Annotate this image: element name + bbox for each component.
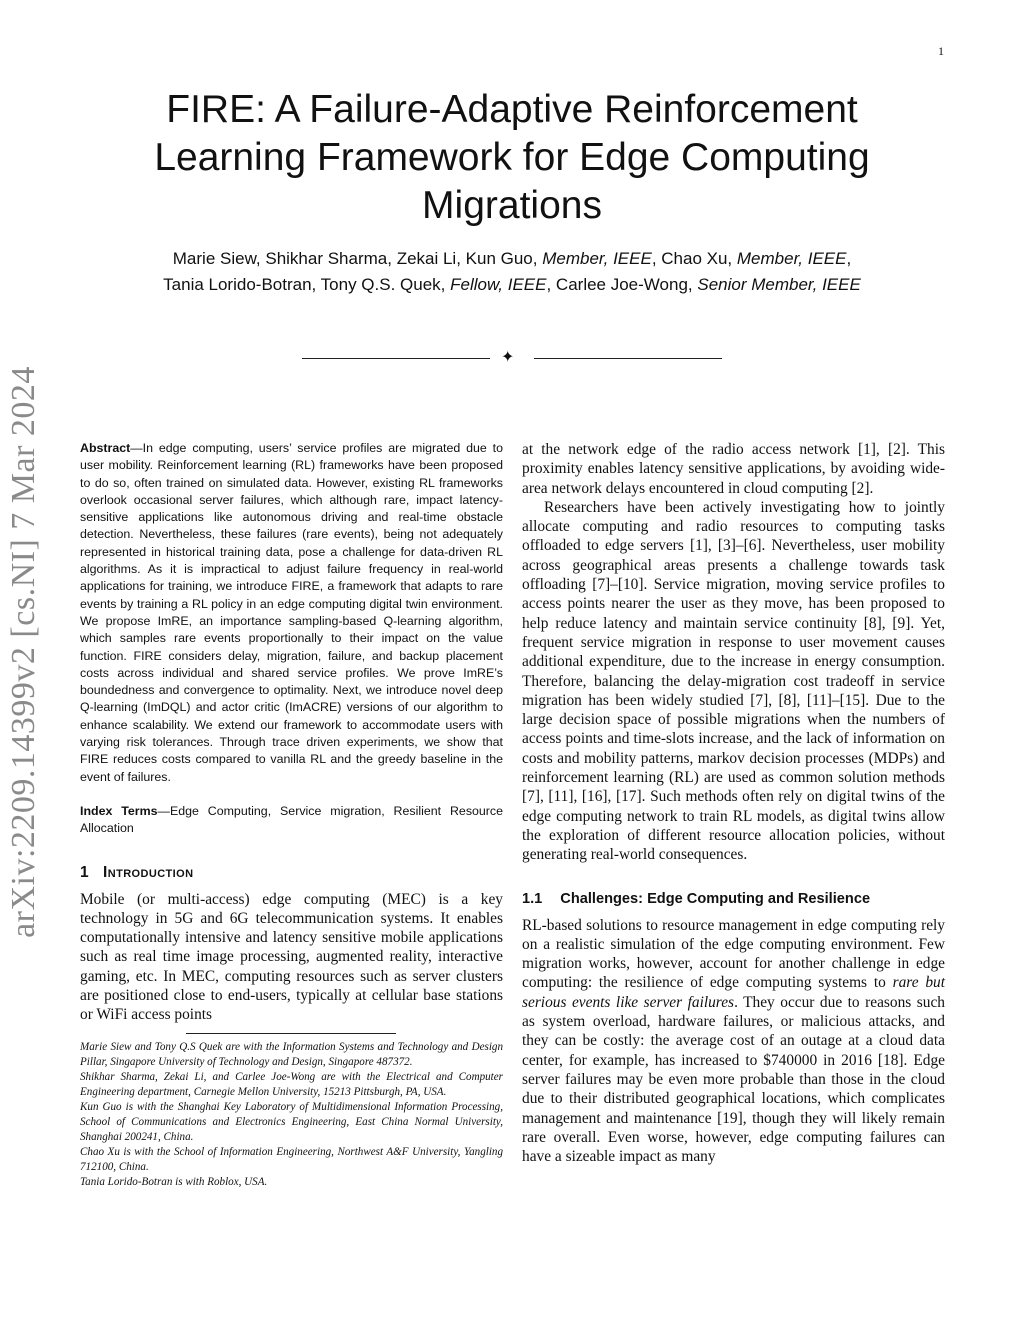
author-title: Fellow, IEEE — [450, 275, 547, 294]
author-sep: , — [846, 249, 852, 268]
subsection-title: Challenges: Edge Computing and Resilience — [560, 890, 871, 907]
intro-paragraph-1-continued: at the network edge of the radio access network [1], [2]. This proximity enables latency sensitive applications, by avoiding wide-area network delays encountered in cloud computing [2]. — [522, 441, 945, 497]
left-column — [80, 440, 503, 1190]
author-names-3: Tania Lorido-Botran, Tony Q.S. Quek, — [163, 275, 451, 294]
divider-rule-right — [534, 358, 722, 359]
footnote-affiliation-4: Chao Xu is with the School of Information Engineering, Northwest A&F University, Yangling 712100, China. — [80, 1145, 503, 1173]
author-names-1: Marie Siew, Shikhar Sharma, Zekai Li, Kun Guo, — [172, 249, 543, 268]
author-title: Member, IEEE — [736, 249, 847, 268]
intro-paragraph-1: Mobile (or multi-access) edge computing (MEC) is a key technology in 5G and 6G telecommunication systems. It enables computationally intensive and latency sensitive mobile applications such as real time image processing, augmented reality, interactive gaming, etc. In MEC, computing resources such as server clusters are positioned close to end-users, typically at cellular base stations or WiFi access points — [80, 890, 503, 1024]
abstract — [80, 440, 503, 786]
intro-paragraph-2: Researchers have been actively investigating how to jointly allocate computing and radio resources to computing tasks offloaded to edge servers [1], [3]–[6]. Nevertheless, user mobility across geographical areas presents a challenge towards task offloading [7]–[10]. Service migration, moving service profiles to access points nearer the user as they move, has been proposed to help reduce latency and maintain service continuity [8], [9]. Yet, frequent service migration in response to user movement causes additional expenditure, due to the increase in energy consumption. Therefore, balancing the delay-migration cost tradeoff in service migration has been widely studied [7], [8], [11]–[15]. Due to the large decision space of possible migrations when the numbers of access points and time-slots increase, and the lack of information on costs and mobility patterns, markov decision processes (MDPs) and reinforcement learning (RL) are used as common solution methods [7], [11], [16], [17]. Such methods often rely on digital twins of the edge computing network to train RL models, as digital twins allow the exploration of different resource allocation policies, without generating real-world consequences. — [522, 498, 945, 864]
footnote-affiliation-2: Shikhar Sharma, Zekai Li, and Carlee Joe-Wong are with the Electrical and Computer Engineering department, Carnegie Mellon University, 15213 Pittsburgh, PA, USA. — [80, 1070, 503, 1098]
footnote-affiliation-1: Marie Siew and Tony Q.S Quek are with the Information Systems and Technology and Design Pillar, Singapore University of Technology and Design, Singapore 487372. — [80, 1040, 503, 1068]
footnote-affiliation-3: Kun Guo is with the Shanghai Key Laboratory of Multidimensional Information Processing, School of Communications and Electronics Engineering, East China Normal University, Shanghai 200241, China. — [80, 1100, 503, 1143]
section-number: 1 — [80, 863, 90, 881]
index-terms — [80, 803, 503, 838]
page-number: 1 — [938, 44, 944, 58]
subsection-heading — [522, 891, 945, 907]
author-names-4: , Carlee Joe-Wong, — [546, 275, 698, 294]
divider-star-icon: ✦ — [501, 349, 515, 366]
challenges-emphasis: rare but serious events like server failures — [522, 974, 945, 1011]
abstract-text: —In edge computing, users’ service profiles are migrated due to user mobility. Reinforcement learning (RL) frameworks have been proposed to do so, often trained on simulated data. However, existing RL frameworks overlook occasional server failures, which although rare, impact latency-sensitive applications like autonomous driving and real-time obstacle detection. Nevertheless, these failures (rare events), being not adequately represented in historical training data, pose a challenge for data-driven RL algorithms. As it is impractical to adjust failure frequency in real-world applications for training, we introduce FIRE, a framework that adapts to rare events by training a RL policy in an edge computing digital twin environment. We propose ImRE, an importance sampling-based Q-learning algorithm, which samples rare events proportionally to their impact on the value function. FIRE considers delay, migration, failure, and backup placement costs across individual and shared service profiles. We prove ImRE’s boundedness and convergence to optimality. Next, we introduce novel deep Q-learning (ImDQL) and actor critic (ImACRE) versions of our algorithm to enhance scalability. We extend our framework to accommodate users with varying risk tolerances. Through trace driven experiments, we show that FIRE reduces costs compared to vanilla RL and the greedy baseline in the event of failures. — [80, 441, 503, 784]
author-line-2 — [100, 272, 924, 298]
author-line-1 — [100, 246, 924, 272]
author-names-2: , Chao Xu, — [651, 249, 737, 268]
author-title: Senior Member, IEEE — [697, 275, 861, 294]
challenges-text-1: RL-based solutions to resource management in edge computing rely on a realistic simulation of the edge computing environment. Few migration works, however, account for another challenge in edge computing: the resilience of edge computing systems to — [522, 916, 945, 992]
challenges-paragraph — [522, 916, 945, 1167]
arxiv-identifier: arXiv:2209.14399v2 [cs.NI] 7 Mar 2024 — [5, 366, 42, 938]
right-column — [522, 440, 945, 1166]
footnote-affiliation-5: Tania Lorido-Botran is with Roblox, USA. — [80, 1175, 268, 1188]
subsection-number: 1.1 — [522, 890, 543, 907]
title-divider — [302, 348, 722, 368]
author-title: Member, IEEE — [542, 249, 652, 268]
index-terms-text: —Edge Computing, Service migration, Resilient Resource Allocation — [80, 803, 504, 836]
paper-title: FIRE: A Failure-Adaptive Reinforcement Learning Framework for Edge Computing Migrations — [154, 88, 870, 227]
footnote-separator — [186, 1033, 396, 1034]
section-title: Introduction — [103, 863, 194, 881]
divider-rule-left — [302, 358, 490, 359]
index-terms-label: Index Terms — [80, 803, 158, 818]
abstract-label: Abstract — [80, 441, 131, 455]
section-heading — [80, 864, 503, 882]
author-list — [100, 246, 924, 298]
challenges-text-2: . They occur due to reasons such as system overload, hardware failures, or malicious attacks, and they can be costly: the average cost of an outage at a cloud data center, for example, has increased to $740000 in 2016 [18]. Edge server failures may be even more probable than those in the cloud due to their distributed geographical locations, which complicates management and maintenance [19], though they will likely remain rare overall. Even worse, however, edge computing failures can have a sizeable impact as many — [522, 993, 945, 1166]
